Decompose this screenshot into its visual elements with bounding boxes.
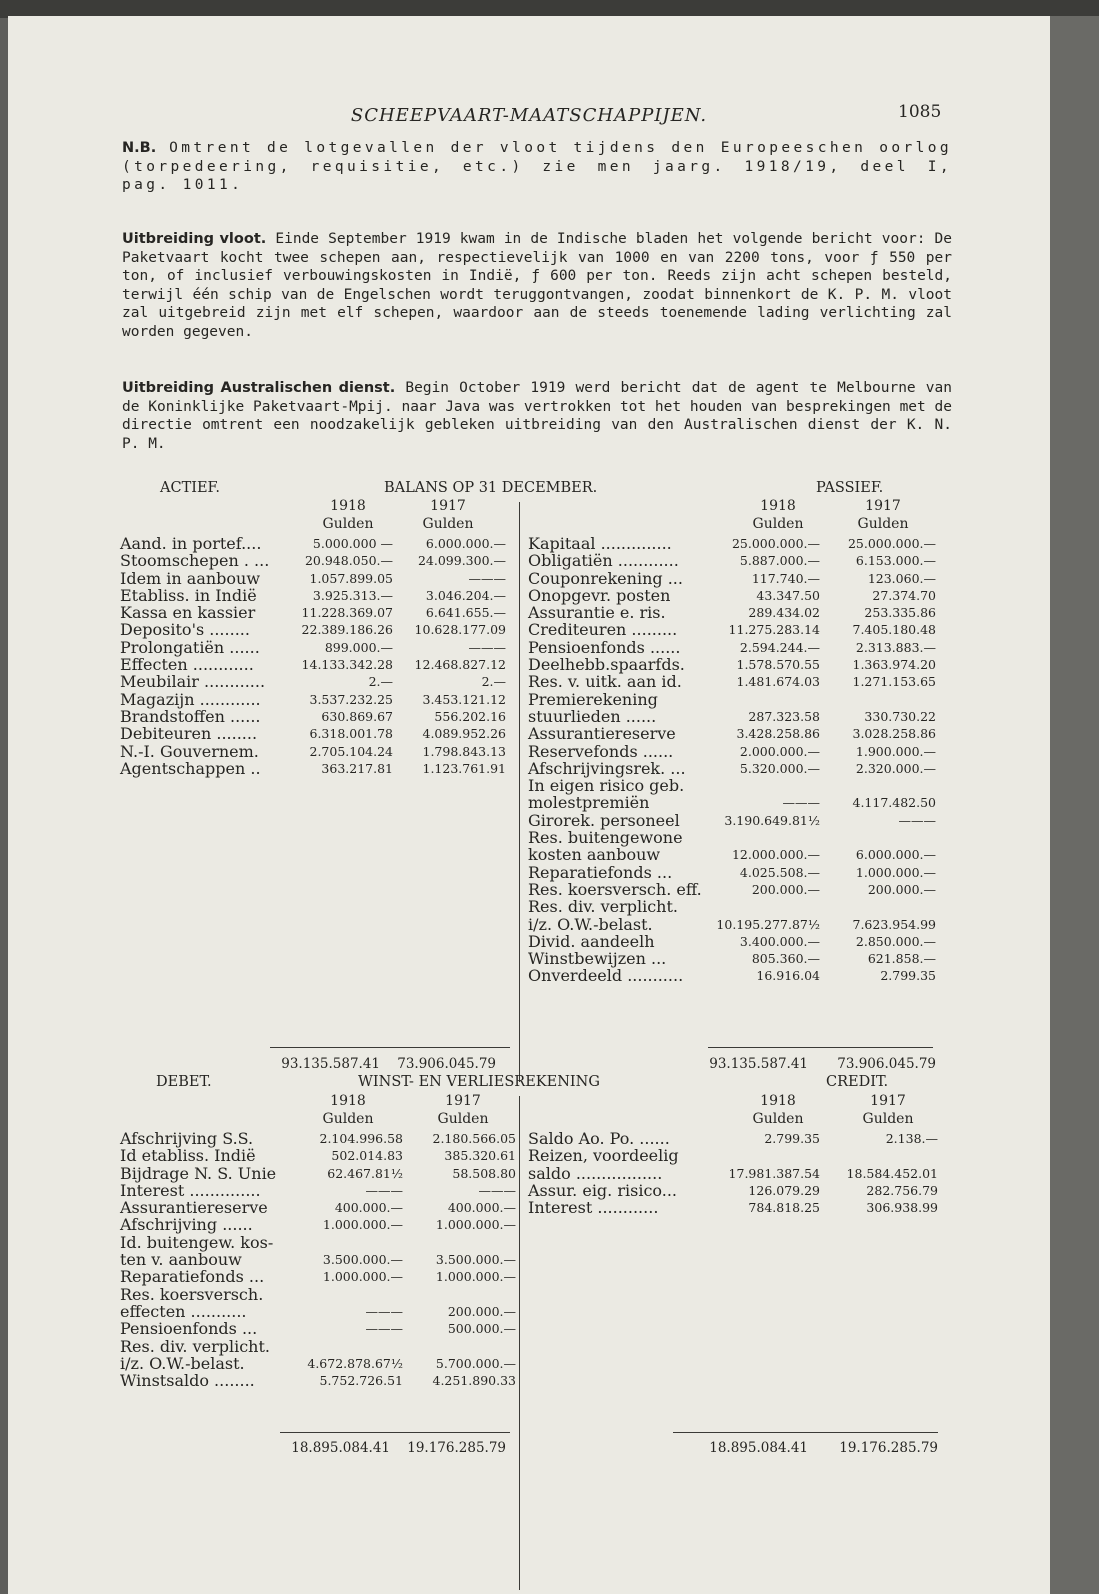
actief-list	[120, 535, 520, 777]
actief-row-value-1918: 3.925.313.—	[312, 587, 393, 603]
passief-row-value-1918: 43.347.50	[756, 587, 820, 603]
note-paragraph	[122, 139, 952, 195]
debet-row	[120, 1165, 520, 1182]
passief-total-1918: 93.135.587.41	[709, 1056, 808, 1072]
passief-row-value-1918: 287.323.58	[748, 708, 820, 724]
passief-row	[528, 604, 948, 621]
debet-unit-1917: Gulden	[437, 1111, 489, 1127]
passief-row-label: Crediteuren .........	[528, 620, 678, 640]
passief-row-value-1917: 27.374.70	[872, 587, 936, 603]
passief-row-label: molestpremiën	[528, 793, 650, 813]
debet-row-label: Bijdrage N. S. Unie	[120, 1163, 277, 1183]
passief-row-value-1917: 2.799.35	[880, 968, 936, 984]
passief-row	[528, 535, 948, 552]
debet-row-value-1917: 1.000.000.—	[435, 1217, 516, 1233]
passief-row	[528, 760, 948, 777]
actief-row	[120, 535, 520, 552]
passief-row-label: Assurantie e. ris.	[528, 603, 666, 623]
passief-row-value-1918: 3.400.000.—	[739, 933, 820, 949]
passief-row-value-1917: ———	[898, 812, 936, 828]
passief-row	[528, 794, 948, 811]
credit-row-value-1917: 2.138.—	[885, 1131, 938, 1146]
debet-row-label: Afschrijving S.S.	[120, 1129, 254, 1148]
passief-row-label: Res. div. verplicht.	[528, 897, 678, 917]
passief-row-value-1917: 2.313.883.—	[855, 639, 936, 655]
debet-unit-1918: Gulden	[322, 1111, 374, 1127]
actief-row-value-1918: 6.318.001.78	[309, 726, 393, 742]
passief-row-label: In eigen risico geb.	[528, 776, 685, 796]
debet-row-value-1917: 4.251.890.33	[432, 1373, 516, 1389]
passief-row-value-1917: 123.060.—	[867, 570, 936, 586]
debet-row-value-1917: ———	[478, 1182, 516, 1198]
actief-unit-1917: Gulden	[422, 516, 474, 532]
debet-year-1918: 1918	[330, 1093, 366, 1109]
actief-row-value-1918: 20.948.050.—	[304, 553, 393, 569]
actief-total-rule	[270, 1047, 510, 1048]
balance-right-label: PASSIEF.	[816, 480, 884, 496]
credit-unit-1917: Gulden	[862, 1111, 914, 1127]
actief-total-1917: 73.906.045.79	[397, 1056, 496, 1072]
scan-right-border	[1050, 16, 1099, 1594]
debet-row-label: ten v. aanbouw	[120, 1250, 242, 1270]
passief-row-value-1918: 805.360.—	[751, 951, 820, 967]
debet-row-value-1917: 3.500.000.—	[435, 1252, 516, 1268]
actief-row-label: Stoomschepen . ...	[120, 551, 270, 571]
debet-row-value-1918: 2.104.996.58	[319, 1131, 403, 1146]
passief-row-label: Deelhebb.spaarfds.	[528, 655, 685, 675]
actief-row-value-1917: 3.453.121.12	[422, 691, 506, 707]
credit-total-1917: 19.176.285.79	[839, 1440, 938, 1456]
passief-row-value-1918: 10.195.277.87½	[716, 916, 820, 932]
debet-row-label: i/z. O.W.-belast.	[120, 1353, 245, 1373]
passief-row-value-1918: 2.594.244.—	[739, 639, 820, 655]
fleet-expansion-paragraph	[122, 230, 952, 341]
passief-row-value-1917: 4.117.482.50	[852, 795, 936, 811]
pnl-title: WINST- EN VERLIESREKENING	[358, 1074, 600, 1090]
credit-unit-1918: Gulden	[752, 1111, 804, 1127]
actief-row-value-1918: 630.869.67	[321, 708, 393, 724]
actief-row-value-1918: 11.228.369.07	[301, 605, 393, 621]
passief-row-value-1918: 2.000.000.—	[739, 743, 820, 759]
actief-row-label: Agentschappen ..	[120, 758, 261, 778]
passief-row-label: Obligatiën ............	[528, 551, 679, 571]
credit-row-label: Interest ............	[528, 1198, 659, 1218]
passief-row-value-1918: 12.000.000.—	[731, 847, 820, 863]
actief-row-value-1917: 3.046.204.—	[425, 587, 506, 603]
passief-row	[528, 570, 948, 587]
passief-row	[528, 812, 948, 829]
debet-row-value-1918: 400.000.—	[334, 1200, 403, 1216]
passief-row-value-1917: 2.850.000.—	[855, 933, 936, 949]
pnl-right-label: CREDIT.	[826, 1074, 889, 1090]
actief-row-label: Debiteuren ........	[120, 724, 258, 744]
actief-row-label: N.-I. Gouvernem.	[120, 741, 259, 761]
passief-row-value-1918: 4.025.508.—	[739, 864, 820, 880]
passief-row-value-1917: 3.028.258.86	[852, 726, 936, 742]
debet-row-label: Id etabliss. Indië	[120, 1146, 256, 1166]
passief-row-label: Onverdeeld ...........	[528, 966, 684, 986]
debet-row-value-1918: 5.752.726.51	[319, 1373, 403, 1389]
pnl-left-label: DEBET.	[156, 1074, 212, 1090]
passief-row	[528, 708, 948, 725]
debet-row-value-1917: 400.000.—	[447, 1200, 516, 1216]
passief-row-label: Couponrekening ...	[528, 568, 683, 588]
passief-row-value-1917: 1.363.974.20	[852, 657, 936, 673]
actief-row	[120, 743, 520, 760]
debet-row-label: Id. buitengew. kos-	[120, 1232, 274, 1252]
passief-row-label: Girorek. personeel	[528, 810, 680, 830]
actief-row-label: Idem in aanbouw	[120, 568, 261, 588]
actief-row	[120, 570, 520, 587]
passief-row-label: Reservefonds ......	[528, 741, 674, 761]
credit-list	[528, 1130, 948, 1216]
credit-row-value-1917: 282.756.79	[866, 1182, 938, 1198]
actief-row-value-1917: 556.202.16	[434, 708, 506, 724]
debet-row-label: Interest ..............	[120, 1180, 261, 1200]
debet-row-value-1918: 1.000.000.—	[322, 1269, 403, 1285]
actief-row-label: Aand. in portef....	[120, 534, 262, 553]
passief-row	[528, 881, 948, 898]
fleet-expansion-text: Einde September 1919 kwam in de Indische bladen het volgende bericht voor: De Paketvaart kocht twee schepen aan, respectievelijk van 1000 en van 2200 tons, voor ƒ 550 per ton, of inclusief verbouwingskosten in Indië, ƒ 600 per ton. Reeds zijn acht schepen besteld, terwijl één schip van de Engelschen wordt teruggontvangen, zoodat binnenkort de K. P. M. vloot zal uitgebreid zijn met elf schepen, waardoor aan de steeds toenemende lading verlichting zal worden gegeven.	[122, 231, 952, 340]
passief-row-value-1917: 25.000.000.—	[847, 536, 936, 551]
passief-row-value-1917: 621.858.—	[867, 951, 936, 967]
passief-row-label: Onopgevr. posten	[528, 585, 671, 605]
credit-row-label: saldo .................	[528, 1163, 663, 1183]
actief-unit-1918: Gulden	[322, 516, 374, 532]
passief-row-value-1917: 2.320.000.—	[855, 760, 936, 776]
debet-total-1917: 19.176.285.79	[407, 1440, 506, 1456]
actief-row-label: Meubilair ............	[120, 672, 266, 692]
passief-row-label: Premierekening	[528, 689, 658, 709]
credit-row-value-1918: 2.799.35	[764, 1131, 820, 1146]
passief-row-label: Winstbewijzen ...	[528, 949, 667, 969]
passief-row	[528, 743, 948, 760]
credit-row-value-1918: 784.818.25	[748, 1200, 820, 1216]
actief-row-value-1917: 1.798.843.13	[422, 743, 506, 759]
actief-row	[120, 760, 520, 777]
passief-row-value-1918: 11.275.283.14	[728, 622, 820, 638]
debet-row-value-1917: 2.180.566.05	[432, 1131, 516, 1146]
passief-row	[528, 967, 948, 984]
passief-row-label: Res. buitengewone	[528, 828, 683, 848]
actief-row-value-1918: 2.—	[368, 674, 393, 690]
running-title: SCHEEPVAART-MAATSCHAPPIJEN.	[350, 105, 708, 126]
actief-year-1917: 1917	[430, 498, 466, 514]
debet-row-label: Res. div. verplicht.	[120, 1336, 270, 1356]
credit-row	[528, 1182, 948, 1199]
credit-year-1917: 1917	[870, 1093, 906, 1109]
credit-row-label: Saldo Ao. Po. ......	[528, 1129, 670, 1148]
passief-row-value-1917: 253.335.86	[864, 605, 936, 621]
debet-row-value-1917: 500.000.—	[447, 1321, 516, 1337]
debet-list	[120, 1130, 520, 1389]
debet-row-value-1918: 502.014.83	[331, 1148, 403, 1164]
credit-row-value-1917: 306.938.99	[866, 1200, 938, 1216]
actief-row-value-1917: 4.089.952.26	[422, 726, 506, 742]
passief-row-label: Assurantiereserve	[528, 724, 676, 744]
passief-year-1917: 1917	[865, 498, 901, 514]
actief-row	[120, 708, 520, 725]
debet-row-label: Assurantiereserve	[120, 1198, 268, 1218]
passief-row-value-1918: 16.916.04	[756, 968, 820, 984]
passief-row-value-1918: 289.434.02	[748, 605, 820, 621]
debet-row	[120, 1303, 520, 1320]
debet-row	[120, 1199, 520, 1216]
debet-row	[120, 1338, 520, 1355]
debet-row	[120, 1234, 520, 1251]
passief-row-value-1918: ———	[782, 795, 820, 811]
credit-row-value-1918: 126.079.29	[748, 1182, 820, 1198]
balance-left-label: ACTIEF.	[160, 480, 220, 496]
actief-row-label: Etabliss. in Indië	[120, 585, 257, 605]
actief-row-value-1918: 5.000.000 —	[312, 536, 393, 551]
actief-year-1918: 1918	[330, 498, 366, 514]
actief-row-value-1917: 1.123.761.91	[422, 760, 506, 776]
passief-total-rule	[708, 1047, 933, 1048]
note-text: Omtrent de lotgevallen der vloot tijdens den Europeeschen oorlog (torpedeering, requisitie, etc.) zie men jaarg. 1918/19, deel I, pag. 1011.	[122, 140, 952, 193]
credit-row	[528, 1130, 948, 1147]
debet-row	[120, 1216, 520, 1233]
page-number: 1085	[898, 102, 942, 122]
debet-row-value-1917: 5.700.000.—	[435, 1355, 516, 1371]
passief-row-value-1917: 6.000.000.—	[855, 847, 936, 863]
passief-row-label: Res. koersversch. eff.	[528, 879, 702, 899]
australia-service-lead: Uitbreiding Australischen dienst.	[122, 380, 396, 396]
debet-row	[120, 1147, 520, 1164]
actief-row-label: Effecten ............	[120, 655, 254, 675]
debet-row-value-1918: 62.467.81½	[327, 1165, 403, 1181]
debet-row-label: Res. koersversch.	[120, 1284, 264, 1304]
debet-row-value-1917: 200.000.—	[447, 1303, 516, 1319]
passief-row	[528, 777, 948, 794]
debet-row	[120, 1130, 520, 1147]
actief-row-label: Prolongatiën ......	[120, 637, 260, 657]
passief-row-value-1918: 200.000.—	[751, 881, 820, 897]
credit-total-1918: 18.895.084.41	[709, 1440, 808, 1456]
passief-row	[528, 639, 948, 656]
passief-row-value-1918: 25.000.000.—	[731, 536, 820, 551]
credit-row	[528, 1199, 948, 1216]
credit-row	[528, 1165, 948, 1182]
debet-row-value-1918: 1.000.000.—	[322, 1217, 403, 1233]
passief-row	[528, 846, 948, 863]
debet-row	[120, 1286, 520, 1303]
credit-row-label: Reizen, voordeelig	[528, 1146, 679, 1166]
debet-row-label: Winstsaldo ........	[120, 1371, 255, 1391]
passief-row-label: stuurlieden ......	[528, 706, 657, 726]
debet-row	[120, 1268, 520, 1285]
passief-row	[528, 916, 948, 933]
fleet-expansion-lead: Uitbreiding vloot.	[122, 231, 267, 247]
passief-row-label: Kapitaal ..............	[528, 534, 672, 553]
credit-row-value-1918: 17.981.387.54	[728, 1165, 820, 1181]
passief-row	[528, 864, 948, 881]
passief-row-label: Pensioenfonds ......	[528, 637, 681, 657]
debet-row-label: Reparatiefonds ...	[120, 1267, 265, 1287]
passief-row	[528, 950, 948, 967]
actief-row-value-1917: 12.468.827.12	[414, 657, 506, 673]
passief-row-value-1918: 3.190.649.81½	[724, 812, 820, 828]
actief-row-value-1917: 24.099.300.—	[417, 553, 506, 569]
passief-total-1917: 73.906.045.79	[837, 1056, 936, 1072]
actief-row-label: Brandstoffen ......	[120, 706, 261, 726]
debet-row	[120, 1355, 520, 1372]
debet-row-value-1918: ———	[365, 1182, 403, 1198]
passief-row-label: Divid. aandeelh	[528, 931, 655, 951]
passief-list	[528, 535, 948, 985]
actief-row-value-1918: 363.217.81	[321, 760, 393, 776]
actief-row-label: Magazijn ............	[120, 689, 261, 709]
debet-row	[120, 1251, 520, 1268]
passief-row-value-1918: 1.481.674.03	[736, 674, 820, 690]
debet-row-value-1918: 3.500.000.—	[322, 1252, 403, 1268]
passief-row-value-1917: 1.900.000.—	[855, 743, 936, 759]
actief-row	[120, 587, 520, 604]
debet-row-value-1918: ———	[365, 1303, 403, 1319]
credit-row-value-1917: 18.584.452.01	[846, 1165, 938, 1181]
passief-row-value-1917: 7.623.954.99	[852, 916, 936, 932]
passief-row	[528, 725, 948, 742]
debet-row-label: effecten ...........	[120, 1301, 247, 1321]
passief-row-value-1918: 1.578.570.55	[736, 657, 820, 673]
debet-row-value-1917: 1.000.000.—	[435, 1269, 516, 1285]
credit-year-1918: 1918	[760, 1093, 796, 1109]
passief-row	[528, 656, 948, 673]
actief-row-value-1917: 6.000.000.—	[425, 536, 506, 551]
debet-year-1917: 1917	[445, 1093, 481, 1109]
actief-row	[120, 604, 520, 621]
actief-row-value-1917: ———	[468, 570, 506, 586]
actief-total-1918: 93.135.587.41	[281, 1056, 380, 1072]
balance-title: BALANS OP 31 DECEMBER.	[384, 480, 598, 496]
debet-row	[120, 1182, 520, 1199]
passief-row	[528, 898, 948, 915]
passief-unit-1918: Gulden	[752, 516, 804, 532]
passief-row-label: kosten aanbouw	[528, 845, 661, 865]
actief-row	[120, 725, 520, 742]
credit-total-rule	[673, 1432, 938, 1433]
actief-row	[120, 639, 520, 656]
passief-row-label: Res. v. uitk. aan id.	[528, 672, 682, 692]
passief-row-value-1917: 1.000.000.—	[855, 864, 936, 880]
passief-row	[528, 587, 948, 604]
actief-row	[120, 656, 520, 673]
passief-row-label: Reparatiefonds ...	[528, 862, 673, 882]
passief-row	[528, 691, 948, 708]
actief-row-value-1918: 899.000.—	[324, 639, 393, 655]
actief-row-value-1918: 2.705.104.24	[309, 743, 393, 759]
debet-total-1918: 18.895.084.41	[291, 1440, 390, 1456]
passief-row	[528, 552, 948, 569]
passief-row	[528, 673, 948, 690]
passief-row-value-1918: 117.740.—	[751, 570, 820, 586]
actief-row-value-1917: 6.641.655.—	[425, 605, 506, 621]
actief-row-value-1918: 22.389.186.26	[301, 622, 393, 638]
passief-row	[528, 829, 948, 846]
debet-row-label: Pensioenfonds ...	[120, 1319, 258, 1339]
debet-row-value-1917: 385.320.61	[444, 1148, 516, 1164]
credit-row	[528, 1147, 948, 1164]
debet-row-value-1917: 58.508.80	[452, 1165, 516, 1181]
passief-row-value-1917: 1.271.153.65	[852, 674, 936, 690]
actief-row	[120, 673, 520, 690]
debet-row	[120, 1372, 520, 1389]
passief-row-value-1917: 6.153.000.—	[855, 553, 936, 569]
passief-row	[528, 933, 948, 950]
credit-row-label: Assur. eig. risico...	[528, 1180, 678, 1200]
actief-row-value-1918: 1.057.899.05	[309, 570, 393, 586]
debet-row-value-1918: ———	[365, 1321, 403, 1337]
passief-row-label: Afschrijvingsrek. ...	[528, 758, 686, 778]
passief-row-value-1917: 330.730.22	[864, 708, 936, 724]
passief-row-value-1918: 5.320.000.—	[739, 760, 820, 776]
actief-row	[120, 621, 520, 638]
note-lead: N.B.	[122, 140, 157, 156]
actief-row-value-1917: ———	[468, 639, 506, 655]
passief-unit-1917: Gulden	[857, 516, 909, 532]
debet-total-rule	[280, 1432, 510, 1433]
passief-row-value-1918: 5.887.000.—	[739, 553, 820, 569]
actief-row-value-1918: 3.537.232.25	[309, 691, 393, 707]
actief-row-label: Deposito's ........	[120, 620, 250, 640]
debet-row	[120, 1320, 520, 1337]
australia-service-paragraph	[122, 379, 952, 453]
document-page	[8, 16, 1050, 1594]
actief-row-value-1917: 2.—	[481, 674, 506, 690]
debet-row-label: Afschrijving ......	[120, 1215, 253, 1235]
actief-row	[120, 552, 520, 569]
passief-row	[528, 621, 948, 638]
passief-year-1918: 1918	[760, 498, 796, 514]
australia-service-text: Begin October 1919 werd bericht dat de agent te Melbourne van de Koninklijke Paketvaart-Mpij. naar Java was vertrokken tot het houden van besprekingen met de directie omtrent een noodzakelijk gebleken uitbreiding van den Australischen dienst der K. N. P. M.	[122, 380, 952, 452]
passief-row-value-1917: 200.000.—	[867, 881, 936, 897]
debet-row-value-1918: 4.672.878.67½	[307, 1355, 403, 1371]
passief-row-value-1918: 3.428.258.86	[736, 726, 820, 742]
actief-row-value-1918: 14.133.342.28	[301, 657, 393, 673]
passief-row-label: i/z. O.W.-belast.	[528, 914, 653, 934]
actief-row-label: Kassa en kassier	[120, 603, 256, 623]
actief-row	[120, 691, 520, 708]
passief-row-value-1917: 7.405.180.48	[852, 622, 936, 638]
actief-row-value-1917: 10.628.177.09	[414, 622, 506, 638]
